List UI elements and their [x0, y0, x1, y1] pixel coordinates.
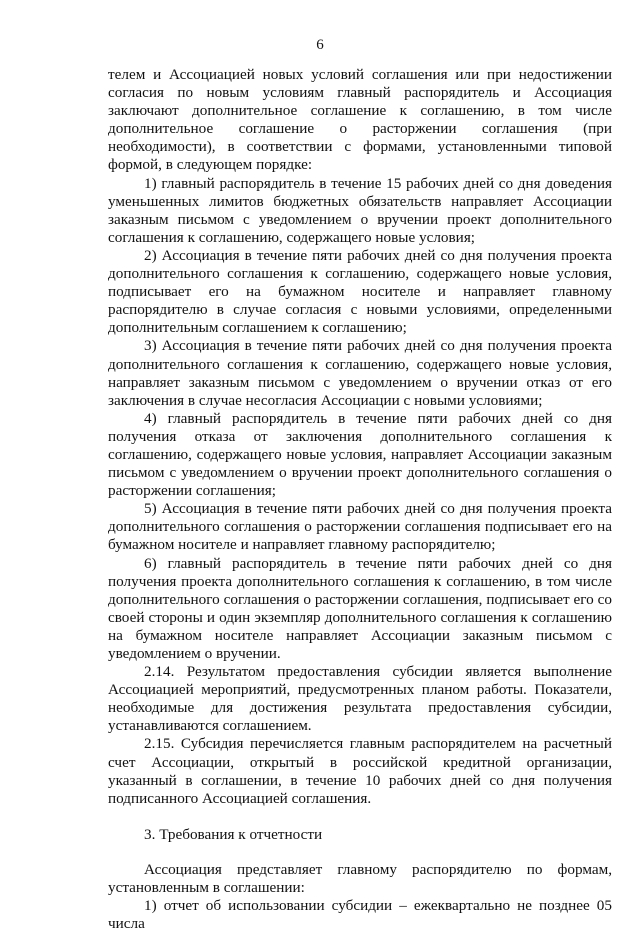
paragraph-2-15: 2.15. Субсидия перечисляется главным распорядителем на расчетный счет Ассоциации, открытый в российской кредитной организации, указанный в соглашении, в течение 10 рабочих дней со дня получения подписанного Ассоциацией соглашения.	[108, 735, 612, 807]
paragraph-item-3: 3) Ассоциация в течение пяти рабочих дней со дня получения проекта дополнительного соглашения к соглашению, содержащего новые условия, направляет заказным письмом с уведомлением о вручении отказ от его заключения в случае несогласия Ассоциации с новыми условиями;	[108, 337, 612, 409]
page-number: 6	[316, 37, 324, 53]
paragraph-item-2: 2) Ассоциация в течение пяти рабочих дней со дня получения проекта дополнительного соглашения к соглашению, содержащего новые условия, подписывает его на бумажном носителе и направляет главному распорядителю в случае согласия с новыми условиями, определенными дополнительным соглашением к соглашению;	[108, 246, 612, 337]
paragraph-item-4: 4) главный распорядитель в течение пяти рабочих дней со дня получения отказа от заключения дополнительного соглашения к соглашению, содержащего новые условия, направляет Ассоциации заказным письмом с уведомлением о вручении проект дополнительного соглашения о расторжении соглашения;	[108, 409, 612, 500]
paragraph-continuation: телем и Ассоциацией новых условий соглашения или при недостижении согласия по новым условиям главный распорядитель и Ассоциация заключают дополнительное соглашение к соглашению, в том числе дополнительное соглашение о расторжении соглашения (при необходимости), в соответствии с формами, установленными типовой формой, в следующем порядке:	[108, 66, 612, 174]
document-body	[108, 66, 612, 933]
section-heading-reporting: 3. Требования к отчетности	[144, 825, 323, 843]
paragraph-reporting-item-1: 1) отчет об использовании субсидии – ежеквартально не позднее 05 числа	[108, 897, 612, 933]
paragraph-reporting-intro: Ассоциация представляет главному распорядителю по формам, установленным в соглашении:	[108, 860, 612, 897]
paragraph-2-14: 2.14. Результатом предоставления субсидии является выполнение Ассоциацией мероприятий, предусмотренных планом работы. Показатели, необходимые для достижения результата предоставления субсидии, устанавливаются соглашением.	[108, 663, 612, 735]
paragraph-item-1: 1) главный распорядитель в течение 15 рабочих дней со дня доведения уменьшенных лимитов бюджетных обязательств направляет Ассоциации заказным письмом с уведомлением о вручении проект дополнительного соглашения к соглашению, содержащего новые условия;	[108, 174, 612, 246]
paragraph-item-5: 5) Ассоциация в течение пяти рабочих дней со дня получения проекта дополнительного соглашения о расторжении соглашения подписывает его на бумажном носителе и направляет главному распорядителю;	[108, 500, 612, 554]
paragraph-item-6: 6) главный распорядитель в течение пяти рабочих дней со дня получения проекта дополнительного соглашения к соглашению, в том числе дополнительного соглашения о расторжении соглашения, подписывает его со своей стороны и один экземпляр дополнительного соглашения к соглашению на бумажном носителе направляет Ассоциации заказным письмом с уведомлением о вручении.	[108, 554, 612, 662]
